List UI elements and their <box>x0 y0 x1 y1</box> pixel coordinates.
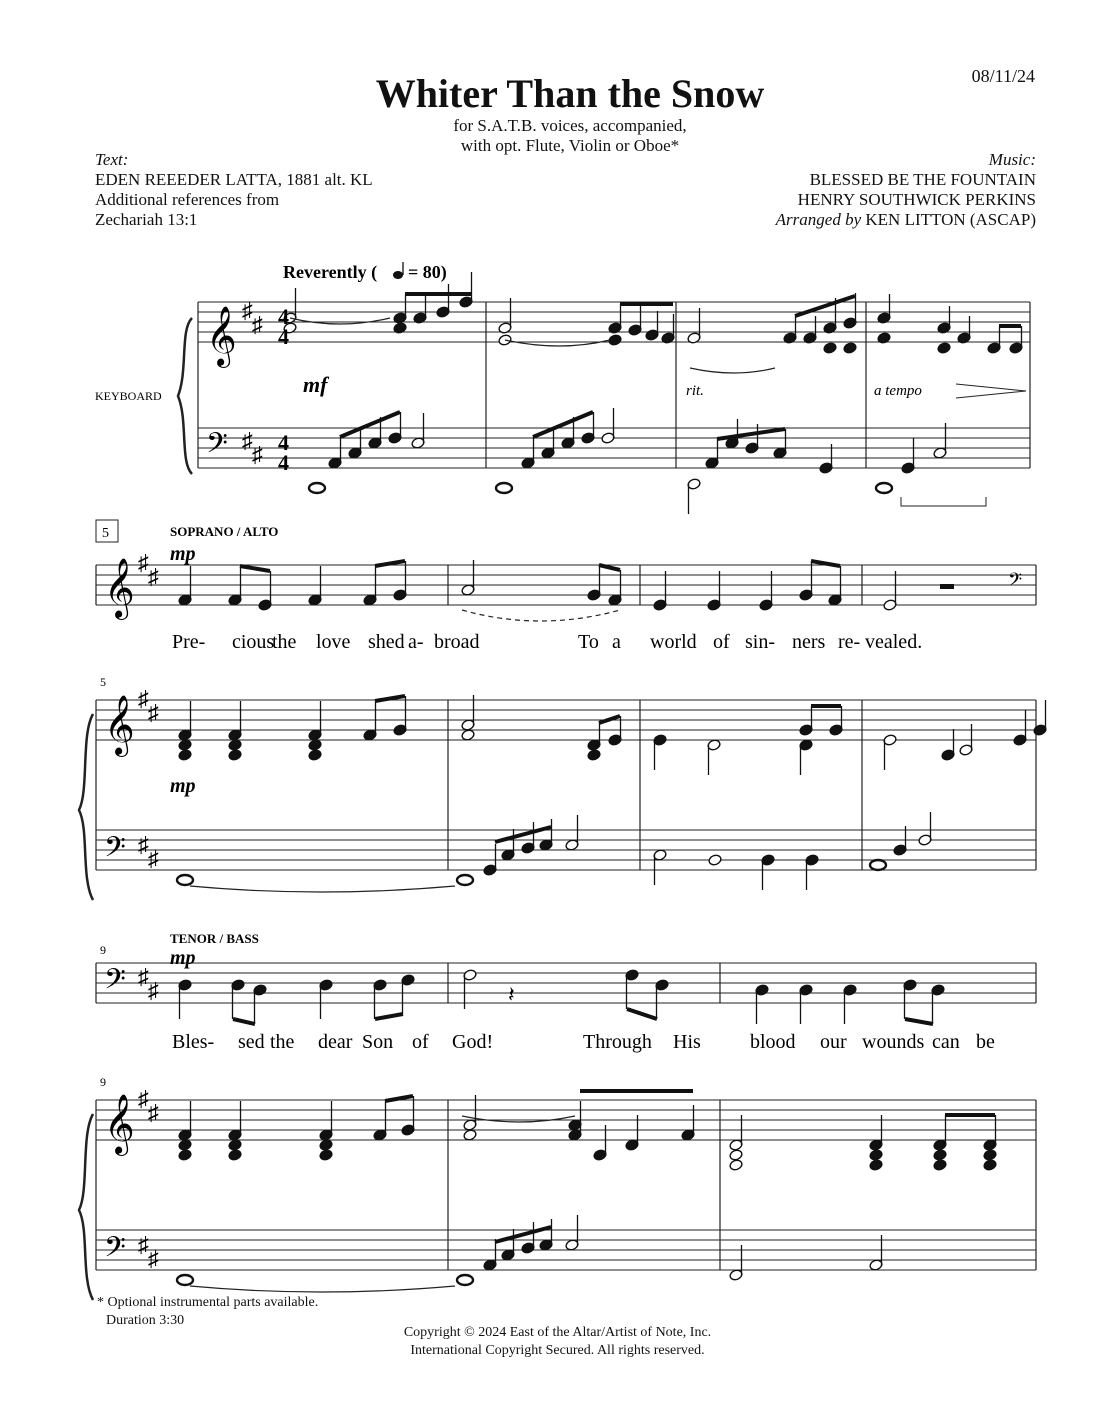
sharp-sign: ♯ <box>148 1100 159 1125</box>
lyric-syllable: re- <box>838 631 861 653</box>
sharp-sign: ♯ <box>138 832 149 857</box>
text-author: EDEN REEEDER LATTA, 1881 alt. KL <box>95 170 373 189</box>
note-head <box>228 739 242 752</box>
bass-clef: 𝄢 <box>104 1233 126 1270</box>
sharp-sign: ♯ <box>242 298 253 323</box>
whole-note <box>457 1275 473 1285</box>
subtitle-line-2: with opt. Flute, Violin or Oboe* <box>460 136 680 155</box>
a-tempo: a tempo <box>874 383 922 399</box>
bass-clef-change: 𝄢 <box>1008 569 1023 594</box>
subtitle-line-1: for S.A.T.B. voices, accompanied, <box>453 116 687 135</box>
tempo-value: = 80) <box>408 262 447 282</box>
brace-system-1 <box>178 318 192 474</box>
dynamic-mp: mp <box>170 543 196 565</box>
whole-note <box>457 875 473 885</box>
sharp-sign: ♯ <box>148 700 159 725</box>
note-head <box>308 749 322 762</box>
music-tune: BLESSED BE THE FOUNTAIN <box>809 170 1036 189</box>
whole-note <box>177 1275 193 1285</box>
note-head <box>983 1149 997 1162</box>
time-sig-top: 4 <box>278 430 289 455</box>
time-sig-bottom: 4 <box>278 324 289 349</box>
note-head <box>843 342 857 355</box>
sharp-sign: ♯ <box>252 312 263 337</box>
note-head <box>461 729 475 742</box>
dynamic-mp: mp <box>170 775 196 797</box>
sharp-sign: ♯ <box>138 1086 149 1111</box>
lyric-syllable: the <box>270 1031 295 1053</box>
note-beam <box>905 1019 933 1024</box>
lyric-syllable: God! <box>452 1031 494 1053</box>
lyric-syllable: wounds <box>862 1031 925 1053</box>
measure-number: 9 <box>100 1075 106 1089</box>
bracket <box>901 497 986 506</box>
footnote-line-2: Duration 3:30 <box>106 1313 185 1328</box>
lyric-syllable: of <box>713 631 730 653</box>
text-label: Text: <box>95 150 129 169</box>
note-head <box>937 342 951 355</box>
note-head <box>933 1149 947 1162</box>
note-beam <box>795 296 855 316</box>
sharp-sign: ♯ <box>138 686 149 711</box>
lyric-syllable: a <box>612 631 621 653</box>
treble-clef: 𝄞 <box>104 697 135 754</box>
note-head <box>178 1149 192 1162</box>
note-head <box>587 749 601 762</box>
note-head <box>178 749 192 762</box>
lyric-syllable: world <box>650 631 697 653</box>
lyric-syllable: shed <box>368 631 405 653</box>
lyric-syllable: our <box>820 1031 847 1053</box>
key-signatures <box>138 298 263 1271</box>
sharp-sign: ♯ <box>242 428 253 453</box>
text-reference-1: Additional references from <box>95 190 280 209</box>
note-head <box>823 342 837 355</box>
music-label: Music: <box>988 150 1036 169</box>
lyric-syllable: To <box>578 631 599 653</box>
keyboard-label: KEYBOARD <box>95 389 162 403</box>
text-reference-2: Zechariah 13:1 <box>95 210 198 229</box>
bass-clef: 𝄢 <box>104 833 126 870</box>
measure-number: 5 <box>100 675 106 689</box>
quarter-rest: 𝄽 <box>508 982 515 1007</box>
piece-title: Whiter Than the Snow <box>375 71 765 116</box>
note-head <box>319 1149 333 1162</box>
phrase-slur <box>462 610 620 621</box>
note-beam <box>375 1014 403 1019</box>
note-head <box>228 1149 242 1162</box>
arranger: KEN LITTON (ASCAP) <box>865 210 1036 229</box>
note-beam <box>599 565 620 570</box>
tempo-note-icon <box>393 271 403 279</box>
note-head <box>869 1149 883 1162</box>
arranged-label: Arranged by <box>775 210 862 229</box>
note-head <box>869 1159 883 1172</box>
lyric-syllable: dear <box>318 1031 353 1053</box>
note-head <box>178 739 192 752</box>
bass-clef: 𝄢 <box>104 965 126 1002</box>
whole-note <box>496 483 512 493</box>
sharp-sign: ♯ <box>148 978 159 1003</box>
notes <box>177 272 1047 1285</box>
lyrics <box>172 631 995 1053</box>
note-beam <box>233 1019 255 1024</box>
tie <box>190 886 455 892</box>
tenor-bass-label: TENOR / BASS <box>170 931 259 946</box>
note-head <box>983 1159 997 1172</box>
whole-note <box>309 483 325 493</box>
lyric-syllable: broad <box>434 631 480 653</box>
note-head <box>178 1139 192 1152</box>
time-sig-top: 4 <box>278 304 289 329</box>
lyric-syllable: be <box>976 1031 995 1053</box>
ritardando: rit. <box>686 383 704 399</box>
brace-system-3 <box>79 1114 93 1300</box>
treble-clef: 𝄞 <box>206 308 237 365</box>
tempo-marking: Reverently ( <box>283 262 378 282</box>
whole-note <box>177 875 193 885</box>
lyric-syllable: sin- <box>745 631 775 653</box>
treble-clef: 𝄞 <box>104 560 135 617</box>
music-composer: HENRY SOUTHWICK PERKINS <box>797 190 1036 209</box>
tie <box>690 368 775 373</box>
lyric-syllable: love <box>316 631 351 653</box>
sharp-sign: ♯ <box>148 1246 159 1271</box>
note-head <box>463 1129 477 1142</box>
sharp-sign: ♯ <box>252 442 263 467</box>
sharp-sign: ♯ <box>138 964 149 989</box>
note-head <box>228 749 242 762</box>
sharp-sign: ♯ <box>138 550 149 575</box>
whole-note <box>870 860 886 870</box>
time-signatures <box>278 304 289 475</box>
note-head <box>319 1139 333 1152</box>
sharp-sign: ♯ <box>148 846 159 871</box>
dynamic-mp: mp <box>170 947 196 969</box>
treble-clef: 𝄞 <box>104 1096 135 1153</box>
copyright-line-2: International Copyright Secured. All rights reserved. <box>410 1343 705 1358</box>
lyric-syllable: of <box>412 1031 429 1053</box>
lyric-syllable: His <box>673 1031 701 1053</box>
tie <box>290 318 390 324</box>
soprano-alto-label: SOPRANO / ALTO <box>170 524 279 539</box>
decrescendo-hairpin <box>956 384 1026 398</box>
copyright-line-1: Copyright © 2024 East of the Altar/Artist of Note, Inc. <box>403 1325 712 1340</box>
dynamic-mf: mf <box>303 372 328 397</box>
rehearsal-number: 5 <box>102 526 109 541</box>
note-head <box>933 1159 947 1172</box>
lyric-syllable: Son <box>362 1031 394 1053</box>
note-beam <box>627 1009 657 1019</box>
lyric-syllable: vealed. <box>865 631 923 653</box>
lyric-syllable: Bles- <box>172 1031 215 1053</box>
note-head <box>228 1139 242 1152</box>
sharp-sign: ♯ <box>148 564 159 589</box>
lyric-syllable: blood <box>750 1031 796 1053</box>
print-date: 08/11/24 <box>971 66 1035 86</box>
lyric-syllable: sed <box>238 1031 265 1053</box>
lyric-syllable: the <box>272 631 297 653</box>
note-head <box>308 739 322 752</box>
copyright <box>0 1324 1101 1360</box>
note-head <box>729 1149 743 1162</box>
bass-clef: 𝄢 <box>206 429 228 466</box>
lyric-syllable: can <box>932 1031 960 1053</box>
whole-note <box>876 483 892 493</box>
half-rest <box>940 584 954 589</box>
tie <box>462 1116 575 1122</box>
lyric-syllable: Through <box>583 1031 652 1053</box>
lyric-syllable: ners <box>792 631 826 653</box>
lyric-syllable: cious <box>232 631 275 653</box>
time-sig-bottom: 4 <box>278 450 289 475</box>
note-beam <box>240 566 270 571</box>
note-beam <box>340 412 400 437</box>
lyric-syllable: Pre- <box>172 631 206 653</box>
note-beam <box>533 412 593 437</box>
lyric-syllable: a- <box>408 631 424 653</box>
note-head <box>729 1159 743 1172</box>
note-head <box>708 854 722 867</box>
tie <box>505 340 610 346</box>
sharp-sign: ♯ <box>138 1232 149 1257</box>
tie <box>190 1286 455 1292</box>
footnote-line-1: * Optional instrumental parts available. <box>97 1295 319 1310</box>
measure-number: 9 <box>100 943 106 957</box>
brace-system-2 <box>79 714 93 900</box>
